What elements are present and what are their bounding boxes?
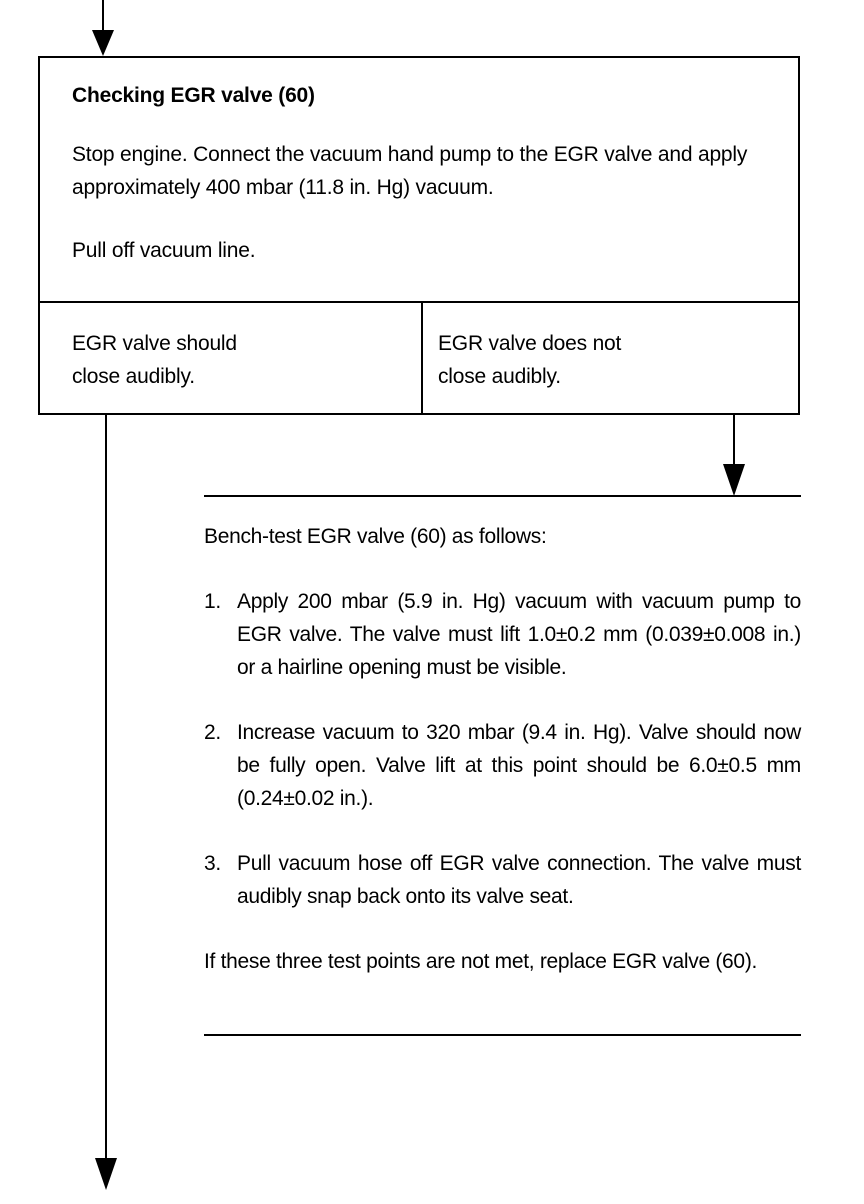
step-number: 1. (204, 590, 221, 613)
result-ok-cell: EGR valve should close audibly. (40, 303, 423, 415)
check-egr-instructions (40, 58, 798, 303)
check-egr-action: Pull off vacuum line. (72, 239, 256, 262)
incoming-arrowhead-icon (92, 30, 114, 56)
step-number: 2. (204, 721, 221, 744)
ok-path-arrowhead-icon (95, 1158, 117, 1190)
bench-test-step (204, 716, 801, 815)
bench-test-conclusion: If these three test points are not met, replace EGR valve (60). (204, 950, 758, 973)
bench-test-section (204, 520, 801, 978)
step-text: Pull vacuum hose off EGR valve connection. The valve must audibly snap back onto its valve seat. (237, 852, 801, 908)
result-fail-cell: EGR valve does not close audibly. (438, 332, 622, 388)
check-egr-box (38, 56, 800, 415)
check-egr-instruction: Stop engine. Connect the vacuum hand pump to the EGR valve and apply approximately 400 mbar (11.8 in. Hg) vacuum. (72, 143, 748, 199)
check-egr-title: Checking EGR valve (60) (72, 84, 315, 107)
step-text: Increase vacuum to 320 mbar (9.4 in. Hg). Valve should now be fully open. Valve lift at this point should be 6.0±0.5 mm (0.24±0.02 in.). (237, 721, 801, 810)
fail-path-arrowhead-icon (723, 464, 745, 496)
bench-test-step (204, 585, 801, 684)
step-number: 3. (204, 852, 221, 875)
bench-test-step (204, 847, 801, 913)
bench-test-intro: Bench-test EGR valve (60) as follows: (204, 525, 547, 548)
step-text: Apply 200 mbar (5.9 in. Hg) vacuum with vacuum pump to EGR valve. The valve must lift 1.0±0.2 mm (0.039±0.008 in.) or a hairline opening must be visible. (237, 590, 801, 679)
